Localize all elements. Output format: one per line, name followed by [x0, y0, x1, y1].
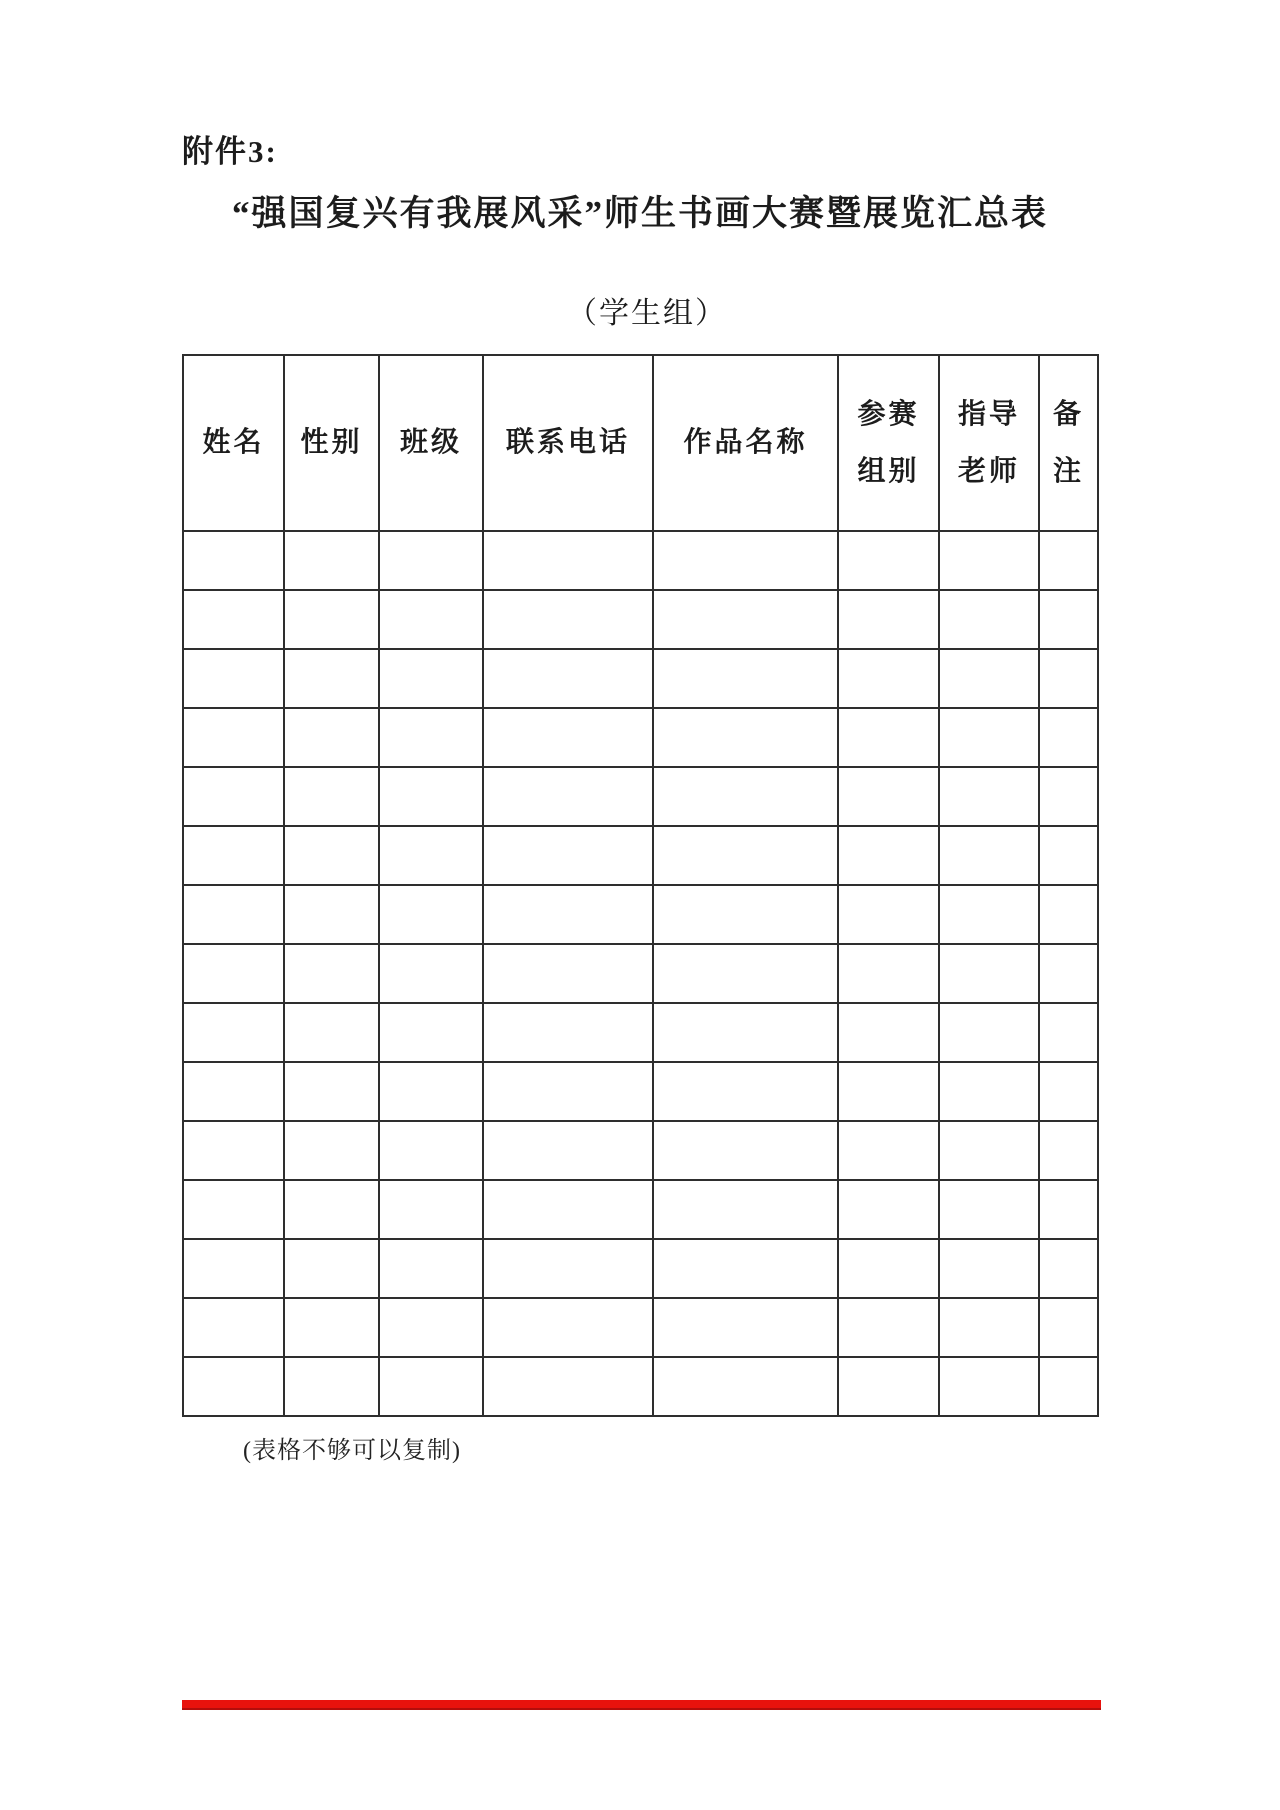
empty-cell-remarks [1039, 1357, 1098, 1416]
empty-cell-remarks [1039, 1298, 1098, 1357]
empty-cell-remarks [1039, 885, 1098, 944]
empty-cell-work-title [653, 590, 838, 649]
empty-cell-name [183, 1357, 284, 1416]
empty-cell-remarks [1039, 531, 1098, 590]
empty-cell-remarks [1039, 944, 1098, 1003]
empty-cell-instructor [939, 1121, 1039, 1180]
empty-cell-name [183, 826, 284, 885]
empty-cell-gender [284, 1180, 379, 1239]
empty-cell-instructor [939, 531, 1039, 590]
empty-cell-gender [284, 944, 379, 1003]
empty-cell-work-title [653, 826, 838, 885]
table-row [183, 1357, 1098, 1416]
page-title: “强国复兴有我展风采”师生书画大赛暨展览汇总表 [231, 194, 1048, 233]
empty-cell-name [183, 1239, 284, 1298]
empty-cell-work-title [653, 1121, 838, 1180]
empty-cell-name [183, 708, 284, 767]
empty-cell-gender [284, 649, 379, 708]
empty-cell-instructor [939, 1062, 1039, 1121]
empty-cell-phone [483, 1239, 653, 1298]
empty-cell-instructor [939, 1357, 1039, 1416]
table-row [183, 531, 1098, 590]
empty-cell-gender [284, 826, 379, 885]
empty-cell-remarks [1039, 767, 1098, 826]
table-body [183, 531, 1098, 1416]
empty-cell-name [183, 885, 284, 944]
table-row [183, 885, 1098, 944]
empty-cell-group [838, 885, 939, 944]
empty-cell-name [183, 531, 284, 590]
attachment-label: 附件3: [182, 134, 278, 169]
empty-cell-work-title [653, 649, 838, 708]
empty-cell-phone [483, 944, 653, 1003]
empty-cell-instructor [939, 590, 1039, 649]
empty-cell-phone [483, 531, 653, 590]
empty-cell-work-title [653, 944, 838, 1003]
empty-cell-phone [483, 1298, 653, 1357]
empty-cell-instructor [939, 767, 1039, 826]
empty-cell-phone [483, 1121, 653, 1180]
empty-cell-remarks [1039, 708, 1098, 767]
empty-cell-class [379, 767, 483, 826]
empty-cell-work-title [653, 1003, 838, 1062]
empty-cell-group [838, 1180, 939, 1239]
empty-cell-work-title [653, 1357, 838, 1416]
empty-cell-gender [284, 1121, 379, 1180]
empty-cell-class [379, 590, 483, 649]
empty-cell-instructor [939, 1003, 1039, 1062]
col-header-class: 班级 [379, 355, 483, 531]
empty-cell-gender [284, 531, 379, 590]
col-header-gender: 性别 [284, 355, 379, 531]
empty-cell-phone [483, 708, 653, 767]
table-footnote: (表格不够可以复制) [243, 1438, 461, 1464]
empty-cell-class [379, 1062, 483, 1121]
empty-cell-remarks [1039, 1003, 1098, 1062]
empty-cell-class [379, 1357, 483, 1416]
empty-cell-remarks [1039, 649, 1098, 708]
empty-cell-class [379, 1239, 483, 1298]
empty-cell-work-title [653, 531, 838, 590]
empty-cell-instructor [939, 649, 1039, 708]
empty-cell-phone [483, 649, 653, 708]
empty-cell-gender [284, 1062, 379, 1121]
empty-cell-gender [284, 1298, 379, 1357]
empty-cell-group [838, 826, 939, 885]
empty-cell-work-title [653, 1180, 838, 1239]
empty-cell-gender [284, 885, 379, 944]
empty-cell-work-title [653, 885, 838, 944]
table-header-row [183, 355, 1098, 531]
empty-cell-group [838, 1298, 939, 1357]
empty-cell-gender [284, 708, 379, 767]
empty-cell-instructor [939, 1180, 1039, 1239]
empty-cell-group [838, 1062, 939, 1121]
empty-cell-class [379, 1298, 483, 1357]
empty-cell-instructor [939, 826, 1039, 885]
empty-cell-instructor [939, 1239, 1039, 1298]
empty-cell-gender [284, 590, 379, 649]
empty-cell-class [379, 649, 483, 708]
empty-cell-class [379, 708, 483, 767]
empty-cell-group [838, 590, 939, 649]
empty-cell-name [183, 944, 284, 1003]
empty-cell-class [379, 1003, 483, 1062]
empty-cell-phone [483, 1180, 653, 1239]
empty-cell-remarks [1039, 590, 1098, 649]
empty-cell-work-title [653, 767, 838, 826]
empty-cell-class [379, 885, 483, 944]
empty-cell-phone [483, 1357, 653, 1416]
empty-cell-remarks [1039, 1121, 1098, 1180]
empty-cell-remarks [1039, 1239, 1098, 1298]
empty-cell-group [838, 531, 939, 590]
empty-cell-group [838, 1121, 939, 1180]
empty-cell-name [183, 1121, 284, 1180]
empty-cell-group [838, 1003, 939, 1062]
table-row [183, 1003, 1098, 1062]
empty-cell-class [379, 1180, 483, 1239]
empty-cell-remarks [1039, 1062, 1098, 1121]
empty-cell-group [838, 1239, 939, 1298]
empty-cell-name [183, 767, 284, 826]
empty-cell-class [379, 944, 483, 1003]
table-row [183, 1121, 1098, 1180]
table-row [183, 1180, 1098, 1239]
empty-cell-work-title [653, 1239, 838, 1298]
table-row [183, 708, 1098, 767]
empty-cell-instructor [939, 708, 1039, 767]
empty-cell-group [838, 767, 939, 826]
table-row [183, 590, 1098, 649]
empty-cell-work-title [653, 1062, 838, 1121]
col-header-name: 姓名 [183, 355, 284, 531]
empty-cell-instructor [939, 944, 1039, 1003]
col-header-group: 参赛 组别 [838, 355, 939, 531]
col-header-instructor: 指导 老师 [939, 355, 1039, 531]
summary-table [182, 354, 1099, 1417]
table-row [183, 1062, 1098, 1121]
col-header-remarks: 备 注 [1039, 355, 1098, 531]
col-header-work-title: 作品名称 [653, 355, 838, 531]
empty-cell-name [183, 1180, 284, 1239]
empty-cell-instructor [939, 1298, 1039, 1357]
empty-cell-group [838, 649, 939, 708]
page-subtitle: （学生组） [567, 297, 727, 330]
empty-cell-name [183, 1062, 284, 1121]
empty-cell-name [183, 1298, 284, 1357]
empty-cell-class [379, 1121, 483, 1180]
empty-cell-name [183, 590, 284, 649]
table-row [183, 767, 1098, 826]
table-row [183, 1239, 1098, 1298]
empty-cell-gender [284, 1357, 379, 1416]
empty-cell-phone [483, 767, 653, 826]
table-row [183, 826, 1098, 885]
empty-cell-name [183, 649, 284, 708]
empty-cell-class [379, 531, 483, 590]
table-row [183, 649, 1098, 708]
empty-cell-group [838, 708, 939, 767]
red-divider [182, 1700, 1101, 1710]
empty-cell-class [379, 826, 483, 885]
empty-cell-group [838, 944, 939, 1003]
empty-cell-gender [284, 1003, 379, 1062]
table-row [183, 1298, 1098, 1357]
empty-cell-gender [284, 1239, 379, 1298]
empty-cell-remarks [1039, 1180, 1098, 1239]
empty-cell-gender [284, 767, 379, 826]
empty-cell-instructor [939, 885, 1039, 944]
col-header-phone: 联系电话 [483, 355, 653, 531]
empty-cell-phone [483, 1003, 653, 1062]
empty-cell-work-title [653, 1298, 838, 1357]
table-row [183, 944, 1098, 1003]
empty-cell-phone [483, 590, 653, 649]
empty-cell-work-title [653, 708, 838, 767]
empty-cell-remarks [1039, 826, 1098, 885]
empty-cell-name [183, 1003, 284, 1062]
empty-cell-group [838, 1357, 939, 1416]
empty-cell-phone [483, 826, 653, 885]
empty-cell-phone [483, 885, 653, 944]
empty-cell-phone [483, 1062, 653, 1121]
